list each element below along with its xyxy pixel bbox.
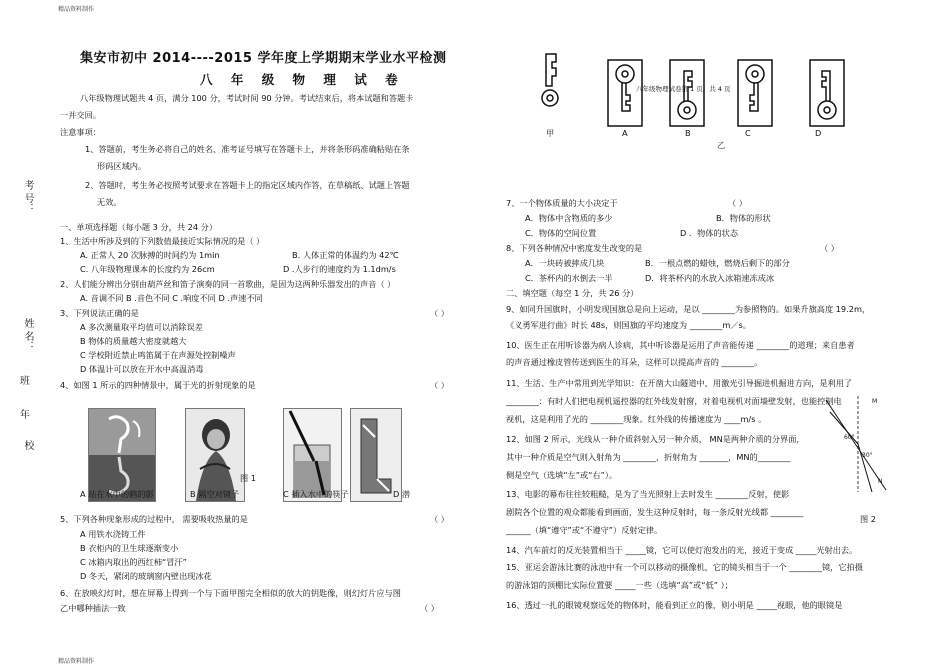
q7-option-a: A．物体中含物质的多少 <box>525 213 613 223</box>
question-2: 2、人们能分辨出分别由葫芦丝和笛子演奏的同一首歌曲，是因为这两种乐器发出的声音（ ） <box>60 279 396 289</box>
q7-option-d: D ．物体的状态 <box>680 228 739 238</box>
exam-title: 集安市初中 2014----2015 学年度上学期期末学业水平检测 <box>80 51 447 66</box>
q5-option-d: D 冬天，紧闭的玻璃窗内壁出现冰花 <box>80 571 212 581</box>
side-label-xiao: 校 <box>22 440 33 450</box>
side-label-xingming: 姓 名： <box>22 318 33 352</box>
key-label-d: D <box>815 128 822 138</box>
key-label-jia: 甲 <box>546 128 555 138</box>
notice-title: 注意事项： <box>60 127 101 137</box>
question-12-line-3: 侧是空气（选填“左”或“右”）。 <box>506 470 618 480</box>
page-footer-note: 八年级物理试卷第 1 页，共 4 页 <box>636 85 731 93</box>
q5-option-a: A 用铁水浇铸工件 <box>80 529 146 539</box>
intro-line-2: 一并交回。 <box>60 110 101 120</box>
key-label-yi: 乙 <box>717 140 726 150</box>
question-13-line-3: ______（填“遵守”或“不遵守”）反射定律。 <box>506 525 663 535</box>
question-13-line-2: 剧院各个位置的观众都能看到画面，发生这种反射时，每一条反射光线都 ________ <box>506 507 804 517</box>
side-label-nian: 年 <box>20 410 30 421</box>
keys-figure-icon <box>530 50 860 150</box>
q5-option-c: C 冰箱内取出的西红柿“冒汗” <box>80 557 187 567</box>
fig1-label-c: C 插入水中的筷子 <box>283 489 349 499</box>
fig1-crane-reflection-image <box>88 408 156 502</box>
q8-option-c: C．茶杯内的水倒去一半 <box>525 273 613 283</box>
q8-option-d: D．将茶杯内的水放入冰箱速冻成冰 <box>645 273 775 283</box>
watermark-bottom: 精品资料制作 <box>58 658 95 665</box>
q8-option-b: B．一根点燃的蜡烛，燃烧后剩下的部分 <box>645 258 790 268</box>
side-label-ban: 班 <box>20 376 30 387</box>
q2-options: A. 音调不同 B .音色不同 C .响度不同 D .声速不同 <box>80 293 263 303</box>
question-4-paren: （ ） <box>430 380 449 390</box>
question-15-line-2: 的游泳馆的顶棚比实际位置要 _____一些（选填“高”或“低” ）； <box>506 580 733 590</box>
fig1-label-a: A 站在水中的鹤的影 <box>80 489 154 499</box>
fig2-angle-30: 30° <box>862 452 873 459</box>
q1-option-d: D .人步行的速度约为 1.1dm/s <box>283 264 396 274</box>
question-9-line-2: 《义勇军进行曲》时长 48s，则国旗的平均速度为 ________m／s。 <box>506 320 752 330</box>
question-7: 7、一个物体质量的大小决定于 <box>506 198 618 208</box>
q1-option-c: C. 八年级物理课本的长度约为 26cm <box>80 264 215 274</box>
question-6-line-2: 乙中哪种插法一致 <box>60 603 126 613</box>
q1-option-a: A. 正常人 20 次脉搏的时间约为 1min <box>80 250 220 260</box>
notice-1b: 形码区域内。 <box>97 161 147 171</box>
fig-keys <box>530 50 860 150</box>
section-1-heading: 一、单项选择题（每小题 3 分，共 24 分） <box>60 222 218 232</box>
question-11-line-3: 视机，这是利用了光的 ________现象。红外线的传播速度为 ____m/s 。 <box>506 414 767 424</box>
fig1-chopsticks-image <box>283 408 342 502</box>
question-5-paren: （ ） <box>430 514 449 524</box>
question-6-line-1: 6、在放映幻灯时，想在屏幕上得到一个与下面甲图完全相似的放大的钥匙像，则幻灯片应与图 <box>60 588 401 598</box>
fig1-label-b: B 隔空对镜子 <box>190 489 240 499</box>
question-1: 1、生活中所涉及到的下列数值最接近实际情况的是（ ） <box>60 236 265 246</box>
fig2-label-n: N <box>878 478 883 485</box>
side-label-kaohao: 考 号： <box>22 180 33 214</box>
section-2-heading: 二、填空题（每空 1 分，共 26 分） <box>506 288 639 298</box>
question-12-line-1: 12、如图 2 所示，光线从一种介质斜射入另一种介质， MN是两种介质的分界面， <box>506 434 805 444</box>
key-label-a: A <box>622 128 628 138</box>
girl-mirror-icon <box>186 409 244 501</box>
intro-line-1: 八年级物理试题共 4 页，满分 100 分，考试时间 90 分钟。考试结束后，将本试题和答题卡 <box>80 93 414 103</box>
periscope-icon <box>351 409 401 501</box>
exam-subtitle: 八 年 级 物 理 试 卷 <box>200 72 405 87</box>
fig1-caption: 图 1 <box>240 473 256 483</box>
question-16: 16、透过一扎的眼镜观察远处的物体时，能看到正立的像，则小明是 _____视眼，他的眼镜是 <box>506 600 843 610</box>
question-3: 3、下列说法正确的是 <box>60 308 139 318</box>
question-15-line-1: 15、亚运会游泳比赛的泳池中有一个可以移动的摄像机，它的镜头相当于一个 ________镜，它拍摄 <box>506 562 863 572</box>
fig1-periscope-image <box>350 408 402 502</box>
question-14: 14、汽车前灯的反光装置相当于 _____镜，它可以使灯泡发出的光，接近于变成 _____光射出去。 <box>506 545 858 555</box>
fig1-mirror-image <box>185 408 245 502</box>
q1-option-b: B. 人体正常的体温约为 42℃ <box>292 250 399 260</box>
q7-option-b: B．物体的形状 <box>716 213 771 223</box>
question-6-paren: （ ） <box>420 603 439 613</box>
q5-option-b: B 衣柜内的卫生球逐渐变小 <box>80 543 179 553</box>
glass-chopstick-icon <box>284 409 341 501</box>
question-12-line-2: 其中一种介质是空气则入射角为 ________，折射角为 _______，MN的________ <box>506 452 791 462</box>
fig2-label-m: M <box>872 398 878 405</box>
question-13-line-1: 13、电影的幕布往往较粗糙，是为了当光照射上去时发生 ________反射，使影 <box>506 489 790 499</box>
fig1-label-d: D 潜 <box>393 489 411 499</box>
key-label-b: B <box>685 128 691 138</box>
question-10-line-1: 10、医生正在用听诊器为病人诊病，其中听诊器是运用了声音能传递 ________的道理；来自患者 <box>506 340 855 350</box>
fig2-angle-60: 60° <box>844 434 855 441</box>
question-8: 8、下列各种情况中密度发生改变的是 <box>506 243 643 253</box>
notice-2a: 2、答题时，考生务必按照考试要求在答题卡上的指定区域内作答，在草稿纸、试题上答题 <box>85 180 410 190</box>
q7-option-c: C．物体的空间位置 <box>525 228 597 238</box>
question-11-line-1: 11、生活、生产中常用到光学知识：在开凿大山隧道中，用激光引导掘进机掘进方向，是利用了 <box>506 378 853 388</box>
question-3-paren: （ ） <box>430 308 449 318</box>
notice-1a: 1、答题前，考生务必将自己的姓名、准考证号填写在答题卡上，并将条形码准确粘贴在条 <box>85 144 410 154</box>
q3-option-c: C 学校附近禁止鸣笛属于在声源处控制噪声 <box>80 350 236 360</box>
q3-option-b: B 物体的质量越大密度就越大 <box>80 336 187 346</box>
question-10-line-2: 的声音通过橡皮管传送到医生的耳朵，这样可以提高声音的 ________。 <box>506 357 763 367</box>
fig2-refraction-diagram <box>822 392 892 496</box>
question-5: 5、下列各种现象形成的过程中， 需要吸收热量的是 <box>60 514 248 524</box>
question-8-paren: （ ） <box>820 243 839 253</box>
fig2-caption: 图 2 <box>860 514 876 524</box>
question-9-line-1: 9、如同升国旗时，小明发现国旗总是向上运动，是以 ________为参照物的。如果升旗高度 19.2m， <box>506 304 871 314</box>
notice-2b: 无效。 <box>97 197 122 207</box>
q3-option-a: A 多次测量取平均值可以消除误差 <box>80 322 203 332</box>
question-4: 4、如图 1 所示的四种情景中，属于光的折射现象的是 <box>60 380 256 390</box>
question-11-line-2: ________：有时人们把电视机遥控器的红外线发射窗，对着电视机对面墙壁发射，也能控制电 <box>506 396 842 406</box>
question-7-paren: （ ） <box>728 198 747 208</box>
q3-option-d: D 体温计可以放在开水中高温消毒 <box>80 364 204 374</box>
key-label-c: C <box>745 128 751 138</box>
crane-icon <box>89 409 155 501</box>
watermark-top: 精品资料制作 <box>58 6 95 13</box>
q8-option-a: A．一块砖被摔成几块 <box>525 258 605 268</box>
